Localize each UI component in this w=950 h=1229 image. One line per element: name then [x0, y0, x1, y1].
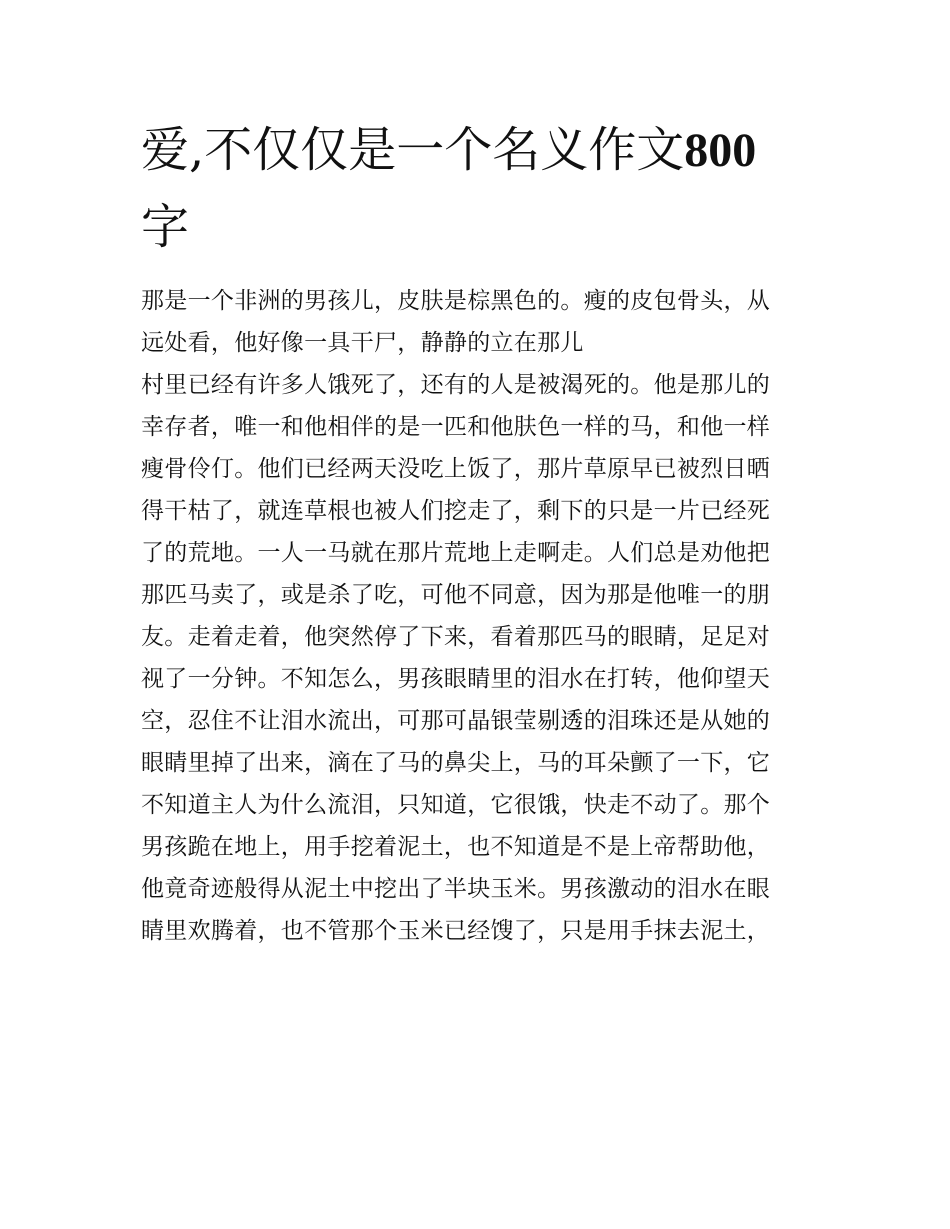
text-line: 不知道主人为什么流泪，只知道，它很饿，快走不动了。那个: [141, 792, 771, 818]
text-line: 远处看，他好像一具干尸，静静的立在那儿: [141, 330, 584, 356]
title-number: 800: [684, 124, 757, 177]
text-line: 眼睛里掉了出来，滴在了马的鼻尖上，马的耳朵颤了一下，它: [141, 750, 771, 776]
title-text: 爱,不仅仅是一个名义作文: [141, 122, 685, 178]
text-line: 睛里欢腾着，也不管那个玉米已经馊了，只是用手抹去泥土，: [141, 918, 771, 944]
text-line: 幸存者，唯一和他相伴的是一匹和他肤色一样的马，和他一样: [141, 414, 771, 440]
text-line: 那是一个非洲的男孩儿，皮肤是棕黑色的。瘦的皮包骨头，从: [141, 288, 771, 314]
paragraph: [141, 364, 813, 952]
text-line: 视了一分钟。不知怎么，男孩眼睛里的泪水在打转，他仰望天: [141, 666, 771, 692]
document-title: [141, 112, 821, 266]
text-line: 男孩跪在地上，用手挖着泥土，也不知道是不是上帝帮助他，: [141, 834, 771, 860]
text-line: 得干枯了，就连草根也被人们挖走了，剩下的只是一片已经死: [141, 498, 771, 524]
text-line: 了的荒地。一人一马就在那片荒地上走啊走。人们总是劝他把: [141, 540, 771, 566]
paragraph: [141, 280, 813, 364]
document-body: [141, 280, 813, 952]
title-suffix: 字: [141, 199, 190, 255]
text-line: 瘦骨伶仃。他们已经两天没吃上饭了，那片草原早已被烈日晒: [141, 456, 771, 482]
text-line: 友。走着走着，他突然停了下来，看着那匹马的眼睛，足足对: [141, 624, 771, 650]
text-line: 他竟奇迹般得从泥土中挖出了半块玉米。男孩激动的泪水在眼: [141, 876, 771, 902]
text-line: 村里已经有许多人饿死了，还有的人是被渴死的。他是那儿的: [141, 372, 771, 398]
text-line: 空，忍住不让泪水流出，可那可晶银莹剔透的泪珠还是从她的: [141, 708, 771, 734]
text-line: 那匹马卖了，或是杀了吃，可他不同意，因为那是他唯一的朋: [141, 582, 771, 608]
